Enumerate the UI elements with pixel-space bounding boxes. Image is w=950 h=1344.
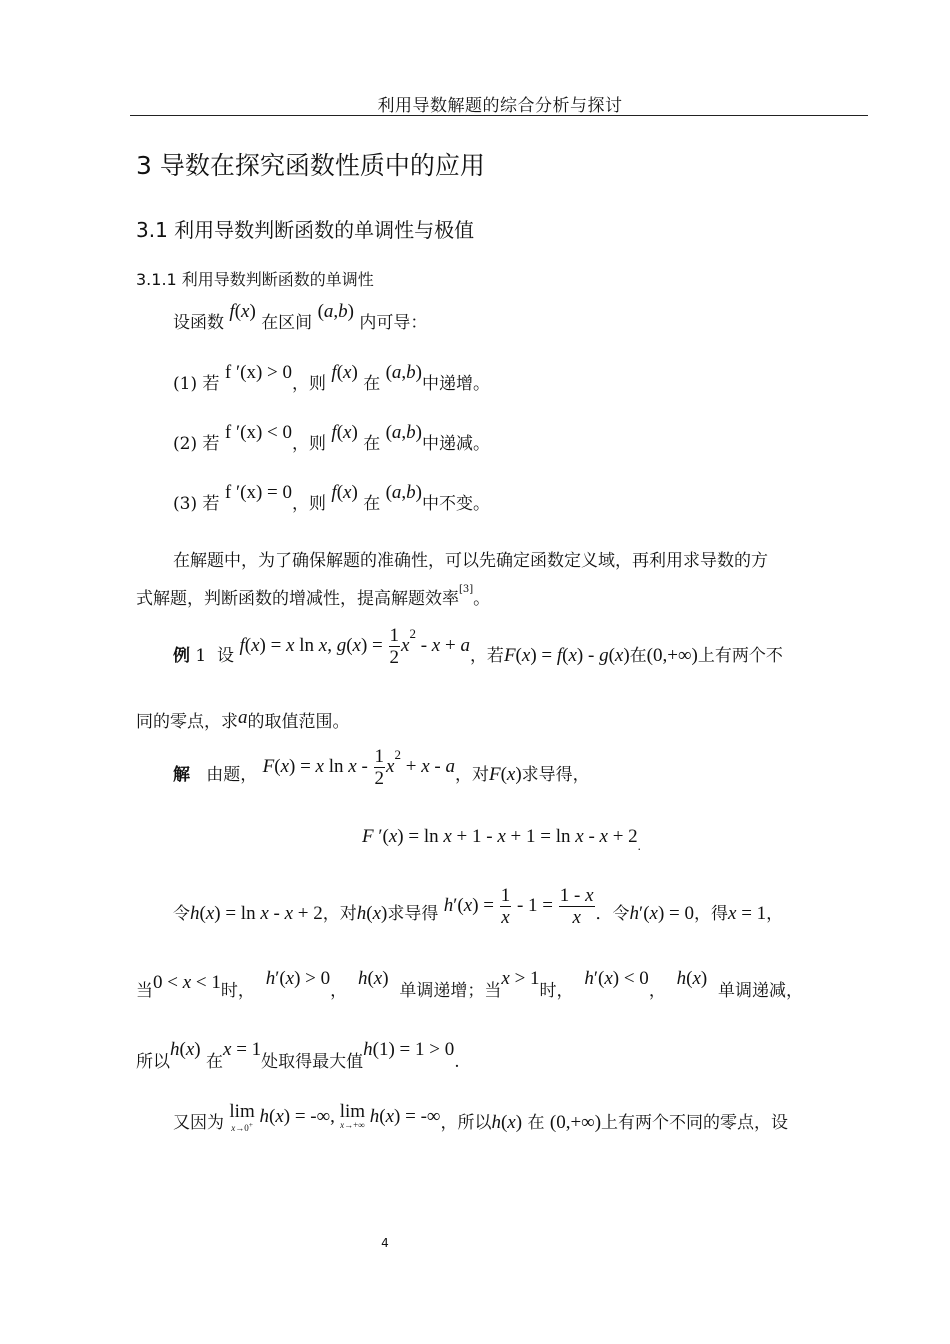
solution-line-1: 解 由题， F(x) = x ln x - $\frac{1}{2}$ $x^2 + x - a$，对F(x)求导得， bbox=[173, 746, 590, 789]
running-header: 利用导数解题的综合分析与探讨 bbox=[377, 96, 623, 116]
subsubsection-heading: 3.1.1 利用导数判断函数的单调性 bbox=[136, 270, 374, 289]
solution-line-2: 令h(x) = ln x - x + 2，对h(x)求导得 h′(x) = $\frac{1}{x}$ - 1 = $\frac{1 - x}{x}$ ．令h′(x) = 0，得x = 1， bbox=[173, 885, 784, 928]
page-number: 4 bbox=[381, 1236, 389, 1250]
header-rule bbox=[130, 115, 868, 116]
paragraph-line-1: 在解题中，为了确保解题的准确性，可以先确定函数定义域，再利用求导数的方 bbox=[173, 551, 768, 571]
paragraph-line-2: 式解题，判断函数的增减性，提高解题效率[3]。 bbox=[136, 584, 491, 609]
case-1: (1) 若 f ′(x) > 0，则 f(x) 在 (a,b)中递增。 bbox=[173, 362, 490, 394]
derivative-equation: F $'(x) = \ln x + 1 - x + 1 = \ln x - x + 2_.$ bbox=[362, 826, 641, 853]
section-heading: 3 导数在探究函数性质中的应用 bbox=[136, 151, 485, 180]
citation: [3] bbox=[459, 584, 474, 595]
case-3: (3) 若 f ′(x) = 0，则 f(x) 在 (a,b)中不变。 bbox=[173, 482, 490, 514]
example-line-2: 同的零点，求a的取值范围。 bbox=[136, 707, 350, 732]
case-2: (2) 若 f ′(x) < 0，则 f(x) 在 (a,b)中递减。 bbox=[173, 422, 490, 454]
solution-line-3: 当0 < x < 1时， h′(x) > 0， h(x) 单调递增；当x > 1时， h′(x) < 0， h(x) 单调递减， bbox=[136, 968, 804, 1001]
subsection-heading: 3.1 利用导数判断函数的单调性与极值 bbox=[136, 218, 475, 242]
solution-line-4: 所以h(x) 在x = 1处取得最大值h(1) = 1 > 0. bbox=[136, 1039, 460, 1072]
example-line-1: 例 1 设 f(x) = x ln x, g(x) = $\frac{1}{2}$ $x^2 - x + a$，若F(x) = f(x) - g(x)在(0,+∞)上有两个不 bbox=[173, 625, 783, 668]
intro-line: 设函数 f(x) 在区间 (a,b) 内可导： bbox=[173, 301, 428, 333]
solution-line-5: 又因为 lim x→0+ h(x) = -∞, lim x→+∞ h(x) = -∞，所以h(x) 在 (0,+∞)上有两个不同的零点，设 bbox=[173, 1101, 789, 1133]
